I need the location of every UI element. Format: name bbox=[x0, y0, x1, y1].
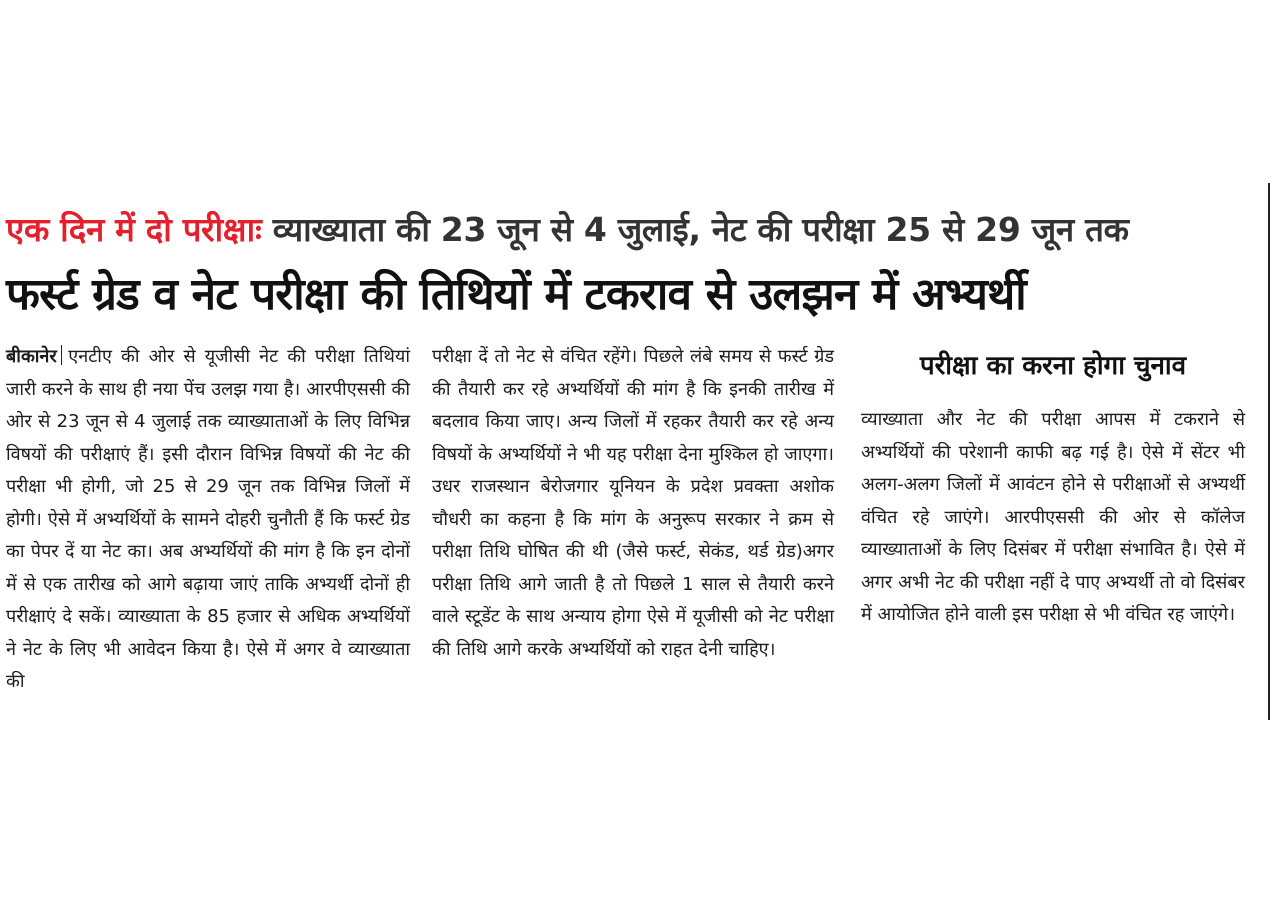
dateline: बीकानेर bbox=[6, 346, 57, 367]
article-column-1 bbox=[6, 341, 410, 699]
column-3-text: व्याख्याता और नेट की परीक्षा आपस में टकराने से अभ्यर्थियों की परेशानी काफी बढ़ गई है। ऐसे में सेंटर भी अलग-अलग जिलों में आवंटन होने से परीक्षाओं से अभ्यर्थी वंचित रहे जाएंगे। आरपीएससी की ओर से कॉलेज व्याख्याताओं के लिए दिसंबर में परीक्षा संभावित है। ऐसे में अगर अभी नेट की परीक्षा नहीं दे पाए अभ्यर्थी तो वो दिसंबर में आयोजित होने वाली इस परीक्षा से भी वंचित रह जाएंगे। bbox=[861, 409, 1245, 625]
column-1-text: एनटीए की ओर से यूजीसी नेट की परीक्षा तिथियां जारी करने के साथ ही नया पेंच उलझ गया है। आरपीएससी की ओर से 23 जून से 4 जुलाई तक व्याख्याताओं के लिए विभिन्न विषयों की परीक्षाएं हैं। इसी दौरान विभिन्न विषयों की नेट की परीक्षा भी होगी, जो 25 से 29 जून तक विभिन्न जिलों में होगी। ऐसे में अभ्यर्थियों के सामने दोहरी चुनौती हैं कि फर्स्ट ग्रेड का पेपर दें या नेट का। अब अभ्यर्थियों की मांग है कि इन दोनों में से एक तारीख को आगे बढ़ाया जाएं ताकि अभ्यर्थी दोनों ही परीक्षाएं दे सकें। व्याख्याता के 85 हजार से अधिक अभ्यर्थियों ने नेट के लिए भी आवेदन किया है। ऐसे में अगर वे व्याख्याता की bbox=[6, 346, 410, 692]
column-rule bbox=[1268, 183, 1270, 720]
dateline-divider bbox=[61, 345, 63, 365]
column-2-text: परीक्षा दें तो नेट से वंचित रहेंगे। पिछले लंबे समय से फर्स्ट ग्रेड की तैयारी कर रहे अभ्यर्थियों की मांग है कि इनकी तारीख में बदलाव किया जाए। अन्य जिलों में रहकर तैयारी कर रहे अन्य विषयों के अभ्यर्थियों ने भी यह परीक्षा देना मुश्किल हो जाएगा। उधर राजस्थान बेरोजगार यूनियन के प्रदेश प्रवक्ता अशोक चौधरी का कहना है कि मांग के अनुरूप सरकार ने क्रम से परीक्षा तिथि घोषित की थी (जैसे फर्स्ट, सेकंड, थर्ड ग्रेड)अगर परीक्षा तिथि आगे जाती है तो पिछले 1 साल से तैयारी करने वाले स्टूडेंट के साथ अन्याय होगा ऐसे में यूजीसी को नेट परीक्षा की तिथि आगे करके अभ्यर्थियों को राहत देनी चाहिए। bbox=[432, 346, 834, 660]
headline: फर्स्ट ग्रेड व नेट परीक्षा की तिथियों में टकराव से उलझन में अभ्यर्थी bbox=[6, 269, 1026, 320]
article-column-2 bbox=[432, 341, 834, 666]
kicker-rest: व्याख्याता की 23 जून से 4 जुलाई, नेट की परीक्षा 25 से 29 जून तक bbox=[272, 210, 1129, 249]
article-column-3 bbox=[861, 404, 1245, 632]
column-3-subhead: परीक्षा का करना होगा चुनाव bbox=[919, 351, 1187, 381]
kicker-lead: एक दिन में दो परीक्षा bbox=[6, 210, 262, 249]
kicker-line bbox=[6, 205, 1268, 255]
